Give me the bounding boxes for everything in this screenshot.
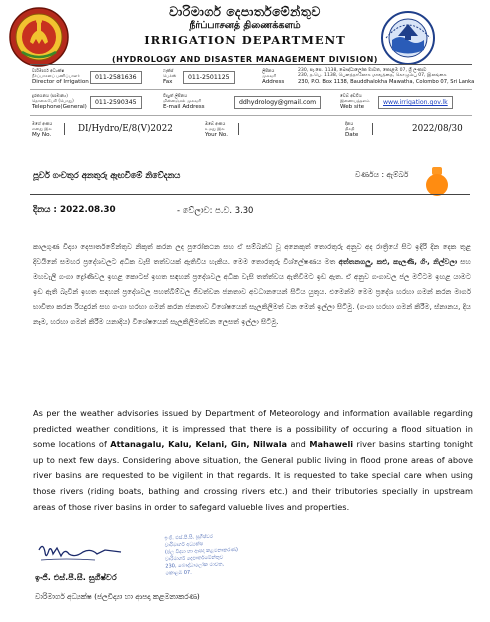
signature-image <box>35 538 125 566</box>
date-label-en: Date <box>345 132 359 138</box>
fax-number: 011-2501125 <box>183 71 235 84</box>
director-phone: 011-2581636 <box>90 71 142 84</box>
department-title-english: IRRIGATION DEPARTMENT <box>144 33 346 47</box>
stamp-line-6: කොළඹ 07. <box>165 569 192 577</box>
date-separator <box>372 123 374 135</box>
my-reference-number: DI/Hydro/E/8(V)2022 <box>78 124 173 134</box>
web-label-en: Web site <box>340 104 365 110</box>
fax-label-si: ෆැක්ස් <box>163 68 174 73</box>
your-ref-separator <box>238 123 240 135</box>
date-label-si: දිනය <box>345 121 354 126</box>
header-divider <box>30 64 472 65</box>
address-si: 230, පැ.පෙ. 1138, බෞද්ධාලෝක මාවත, කොළඹ 07, ශ්‍රී ලංකාව <box>298 68 427 73</box>
signer-name: ඉංජි. එස්.පී.සී. සුගීෂ්වර <box>35 572 117 582</box>
sinhala-text-part1: කාලගුණ විද්‍යා දෙපාර්තමේන්තුව නිකුත් කරන ලද පුරෝකථන සහ ඒ සම්බන්ධ වූ අනෙකුත් තොරතුරු අනුව අද රාත්‍රියේ සිට ඉදිරි දින දෙක තුළ දිවයිනේ සමහර ප්‍රදේශවලට අධික වැසි තත්වයක් ඇතිවිය හැකිය. මෙම තොරතුරු විශ්ලේෂණය මත <box>33 242 471 267</box>
stamp-line-2: වාරිමාර්ග අධ්‍යක්ෂ <box>164 541 204 549</box>
official-stamp <box>164 531 307 578</box>
stamp-line-5: 230, බෞද්ධාලෝක මාවත, <box>165 561 225 570</box>
stamp-line-3: (ජල විද්‍යා හා ආපදා කළමනාකරණ) <box>164 546 239 556</box>
sinhala-text-part3: (ගංගා හරහා ගමන් කිරීම, ස්නානය, දිය නෑම, හරහා ගමන් කිරීම යනාදිය) විශේෂයෙන් සැලකිලිමත්වන ලෙසත් ඉල්ලා සිටිමු. <box>33 302 471 327</box>
notice-heading: පූර්ව ගංවතුර අනතුරු ඇඟවීමේ නිවේදනය <box>33 170 181 180</box>
address-ta: 230, த.பெ. 1138, பௌத்தாலோக மாவத்தை, கொழும்பு 07, இலங்கை <box>298 73 447 78</box>
telephone-number: 011-2590345 <box>90 96 142 109</box>
my-no-label-en: My No. <box>32 132 52 138</box>
department-title-tamil: நீர்ப்பாசனத் திணைக்களம் <box>189 20 301 31</box>
website-url[interactable]: www.irrigation.gov.lk <box>383 99 448 106</box>
warning-level-label: වර්ණය : ඇම්බර් <box>355 170 409 179</box>
telephone-label-si: දුරකථනය (සාමාන්‍ය) <box>32 93 68 98</box>
email-label-si: විද්‍යුත් ලිපිනය <box>163 93 188 98</box>
sinhala-text-part2: සහ මහවැලි ගංගා ද්‍රෝණිවල ඉහළ කොටස් ඉහත සඳහන් ප්‍රදේශවල අධික වැසි තත්ත්වය ඇතිවීමට ඉඩ ඇත. ඒ අනුව ගංගාවල ජල මට්ටම ඉහළ යාමට ඉඩ ඇති බැවින් ඉහත සඳහන් ප්‍රදේශවල පහත්බිම්වල ජීවත්වන ජනතාව අවධානයෙන් සිටිය යුතුය. එමෙන්ම මෙම ප්‍රදේශ හරහා ගමන් කරන මාර්ග භාවිතා කරන රියදුරන් සහ ගංගා හරහා ගමන් කරන ජනතාව විශේෂයෙන් සැලකිලිමත් වන මෙන් ඉල්ලා සිටිමු. <box>33 257 471 312</box>
contact-divider <box>30 89 472 90</box>
address-en: 230, P.O. Box 1138, Bauddhalokha Mawatha, Colombo 07, Sri Lanka <box>298 79 475 85</box>
web-label-si: වෙබ් අඩවිය <box>340 93 362 98</box>
contact-divider-2 <box>30 115 472 116</box>
signer-title: වාරිමාර්ග අධ්‍යක්ෂ (ජලවිද්‍යා හා ආපදා කළමනාකරණ) <box>35 592 200 601</box>
email-address[interactable]: ddhydrology@gmail.com <box>234 96 321 109</box>
date-label-ta: திகதி <box>345 126 355 131</box>
english-text-part2: river basins starting tonight up to next few days. Considering above situation, the General public living in flood prone areas of above river basins are requested to be vigilent in that regards. It is requested to take special care when using those rivers (riding boats, bathing and crossing rivers etc.) and their tributories specially in upstream areas of those river basins in order to safegard valueble lives and properties. <box>33 439 473 512</box>
notice-date: දිනය : 2022.08.30 <box>33 205 116 215</box>
notice-body-sinhala <box>33 239 471 330</box>
email-label-ta: மின்னஞ்சல் முகவரி <box>163 98 202 103</box>
address-label-si: ලිපිනය <box>262 68 275 73</box>
my-no-label-ta: எனது இல <box>32 126 52 131</box>
web-label-ta: இணையத்தளம் <box>340 98 370 103</box>
amber-alert-indicator <box>426 174 448 196</box>
your-no-label-en: Your No. <box>205 132 229 138</box>
director-label-ta: நீர்ப்பாசனப் பணிப்பாளர் <box>32 73 80 78</box>
division-subtitle: (HYDROLOGY AND DISASTER MANAGEMENT DIVISION) <box>112 55 378 64</box>
notice-divider <box>30 194 470 195</box>
department-title-sinhala: වාරිමාර්ග දෙපාර්තමේන්තුව <box>169 4 321 19</box>
my-no-label-si: මගේ අංකය <box>32 121 53 126</box>
english-river-mahaweli: Mahaweli <box>309 439 354 450</box>
english-text-part1: As per the weather advisories issued by Department of Meteorology and information available regarding predicted weather conditions, it is impressed that there is a possibility of occuring a flood situation in some locations of <box>33 408 473 450</box>
sri-lanka-emblem-icon <box>8 6 70 68</box>
telephone-label-ta: தொலைபேசி (பொது) <box>32 98 74 103</box>
letter-date: 2022/08/30 <box>412 124 463 134</box>
sinhala-river-names: අත්තනගලු, කළු, කැලණි, ගිං, නිල්වලා <box>338 257 458 267</box>
stamp-line-1: ඉංජි. එස්.පී.සී. සුගීෂ්වර <box>164 533 213 542</box>
email-label-en: E-mail Address <box>163 104 205 110</box>
telephone-label-en: Telephone(General) <box>32 104 87 110</box>
fax-label-en: Fax <box>163 79 173 85</box>
english-text-and: and <box>287 439 310 450</box>
ref-separator <box>64 123 66 135</box>
notice-time: - වේලාව: ප.ව. 3.30 <box>177 205 254 215</box>
address-label-en: Address <box>262 79 285 85</box>
your-no-label-ta: உமது இல <box>205 126 225 131</box>
fax-label-ta: பெக்ஸ் <box>163 73 177 78</box>
website-link[interactable] <box>378 96 453 109</box>
director-label-en: Director of Irrigation <box>32 79 89 85</box>
notice-body-english <box>33 406 473 515</box>
stamp-line-4: වාරිමාර්ග දෙපාර්තමේන්තුව <box>165 554 224 563</box>
address-label-ta: முகவரி <box>262 73 277 78</box>
director-label-si: වාරිමාර්ග අධ්‍යක්ෂ <box>32 68 65 73</box>
your-no-label-si: ඔබේ අංකය <box>205 121 226 126</box>
english-river-names: Attanagalu, Kalu, Kelani, Gin, Nilwala <box>110 439 288 450</box>
